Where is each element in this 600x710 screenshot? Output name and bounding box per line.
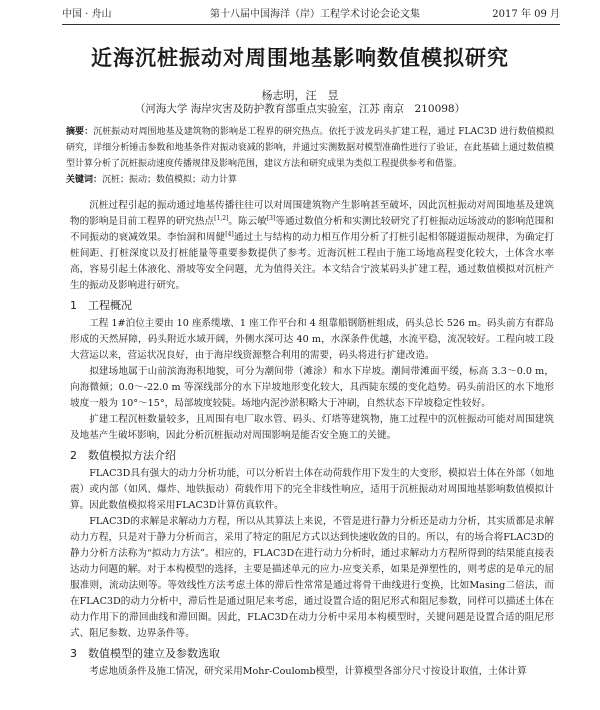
section-heading-2: 2 数值模拟方法介绍 bbox=[70, 449, 176, 462]
para-text: 通过土与结构的动力相互作用分析了打桩引起相邻隧道振动规律，为确定打桩间距、打桩深度以及打桩能量等重要参数提供了参考。近海沉桩工程由于施工场地高程变化较大，土体含水率高，容易引起土体液化、滑坡等安全问题，尤为值得关注。本文结合宁波某码头扩建工程，通过数值模拟对沉桩产生的振动及影响进行研究。 bbox=[70, 232, 554, 291]
abstract-text: 沉桩振动对周围地基及建筑物的影响是工程界的研究热点。依托于波龙码头扩建工程，通过 FLAC3D 进行数值模拟研究，详细分析锤击参数和地基条件对振动衰减的影响，并通过实测数据对模型准确性进行了验证，在此基础上通过数值模型计算分析了沉桩振动速度传播规律及影响范围，建议方法和研究成果为类似工程提供参考和借鉴。 bbox=[66, 127, 554, 169]
section-3-paragraph: 考虑地质条件及施工情况，研究采用Mohr-Coulomb模型，计算模型各部分尺寸按设计取值，土体计算 bbox=[89, 666, 527, 677]
section-heading-3: 3 数值模型的建立及参数选取 bbox=[70, 647, 220, 660]
running-header bbox=[62, 8, 560, 25]
section-1-paragraph: 工程 1#泊位主要由 10 座系缆墩、1 座工作平台和 4 组靠船钢筋桩组成，码头总长 526 m。码头前方有群岛形成的天然屏障，码头附近水域开阔，外侧水深可达 40 m，水深条件优越，水流平稳，流况较好。工程向坡工段大营运以来，营运状况良好，由于海岸线资源整合利用的需要，码头将进行扩建改造。 bbox=[70, 318, 554, 361]
section-2-paragraph: FLAC3D的求解是求解动力方程，所以从其算法上来说，不管是进行静力分析还是动力分析，其实质都是求解动力方程，只是对于静力分析而言，采用了特定的阻尼方式以达到快速收敛的目的。所以，有的场合将FLAC3D的静力分析方法称为“拟动力方法”。相应的，FLAC3D在进行动力分析时，通过求解动力方程所得到的结果能直接表达动力问题的解。对于本构模型的选择，主要是描述单元的应力-应变关系，如果是弹塑性的，则考虑的是单元的屈服准则，流动法则等。等效线性方法考虑土体的滞后性常常是通过将骨干曲线进行变换，比如Masing二倍法，而在FLAC3D的动力分析中，滞后性是通过阻尼来考虑，通过设置合适的阻尼形式和阻尼参数，同样可以描述土体在动力作用下的滞回曲线和滞回圈。因此，FLAC3D在动力分析中采用本构模型时，关键问题是设置合适的阻尼形式、阻尼参数、边界条件等。 bbox=[70, 516, 554, 639]
header-date: 2017 年 09 月 bbox=[492, 9, 560, 20]
citation: [1,2] bbox=[214, 214, 229, 222]
section-1-paragraph: 扩建工程沉桩数量较多，且周围有电厂取水管、码头、灯塔等建筑物，施工过程中的沉桩振动可能对周围建筑及地基产生破坏影响，因此分析沉桩振动对周围影响是能否安全施工的关键。 bbox=[70, 414, 554, 441]
keywords bbox=[66, 173, 554, 187]
para-text: 。陈云敏 bbox=[228, 216, 267, 227]
header-proceedings: 第十八届中国海洋（岸）工程学术讨论会论文集 bbox=[210, 9, 420, 20]
para-text: 等通过数值分析和实测比较研究了打桩振动远场波动的影响范围和不同振动的衰减效果。李怡洞和周健 bbox=[70, 216, 554, 243]
intro-paragraph bbox=[70, 198, 554, 294]
authors: 杨志明，汪 昱 bbox=[261, 89, 339, 102]
header-location: 中国 · 舟山 bbox=[62, 9, 112, 20]
section-2-paragraph: FLAC3D具有强大的动力分析功能，可以分析岩土体在动荷载作用下发生的大变形，模拟岩土体在外部（如地震）或内部（如风、爆炸、地铁振动）荷载作用下的完全非线性响应，适用于沉桩振动对周围地基影响数值模拟计算。因此数值模拟将采用FLAC3D计算仿真软件。 bbox=[70, 468, 554, 511]
paper-title: 近海沉桩振动对周围地基影响数值模拟研究 bbox=[91, 45, 509, 70]
section-1-paragraph: 拟建场地属于山前滨海海积地貌，可分为潮间带（滩涂）和水下岸坡。潮间带滩面平缓，标高 3.3～0.0 m，向海微倾；0.0～-22.0 m 等深线部分的水下岸坡地形变化较大，具西陡东缓的变化趋势。码头前沿区的水下地形坡度一般为 10°～15°，局部坡度较陡。场地内泥沙淤积略大于冲刷，自然状态下岸坡稳定性较好。 bbox=[70, 366, 554, 409]
abstract bbox=[66, 124, 554, 172]
citation: [3] bbox=[266, 214, 276, 222]
keywords-label: 关键词： bbox=[66, 175, 103, 185]
section-heading-1: 1 工程概况 bbox=[70, 299, 132, 312]
affiliation: （河海大学 海岸灾害及防护教育部重点实验室，江苏 南京 210098） bbox=[134, 103, 466, 115]
keywords-text: 沉桩；振动；数值模拟；动力计算 bbox=[102, 175, 238, 185]
citation: [4] bbox=[225, 230, 234, 238]
paper-body bbox=[70, 198, 554, 680]
para-text: 沉桩过程引起的振动通过地基传播往往可以对周围建筑物产生影响甚至破坏，因此沉桩振动对周围地基及建筑物的影响是目前工程界的研究热点 bbox=[70, 200, 554, 227]
abstract-label: 摘要： bbox=[66, 127, 94, 137]
